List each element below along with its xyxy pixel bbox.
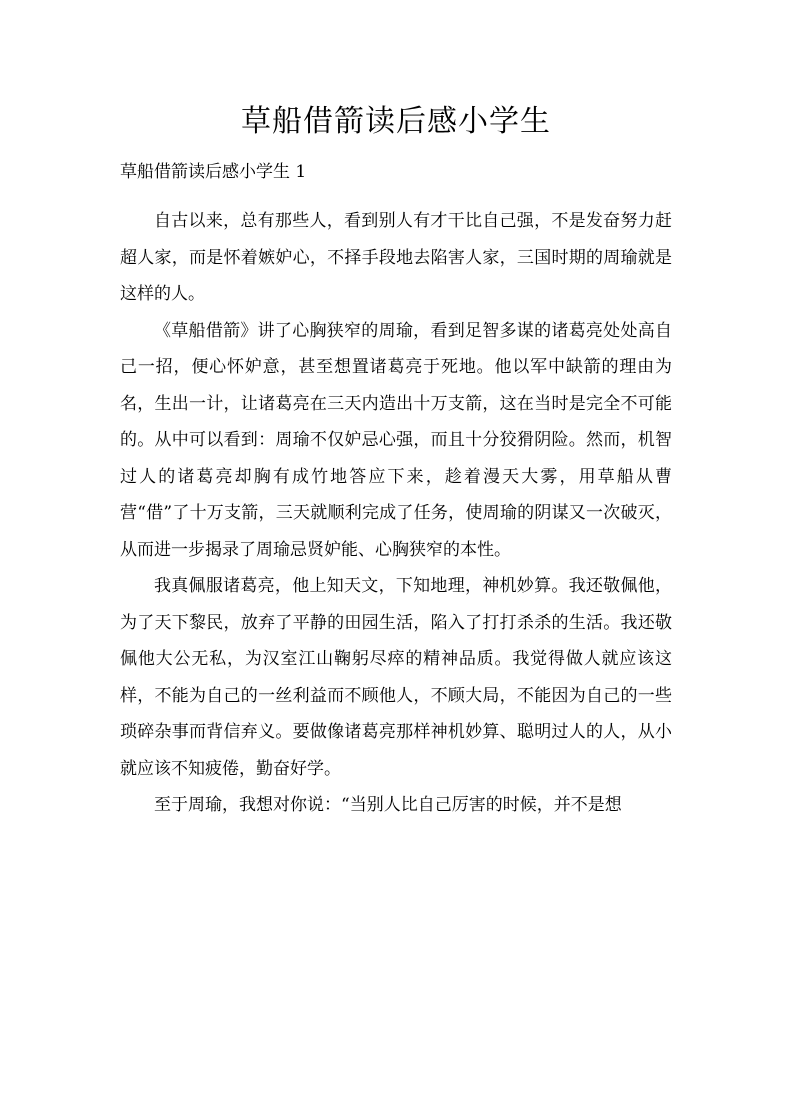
document-title: 草船借箭读后感小学生 — [241, 104, 551, 139]
paragraph-intro: 自古以来，总有那些人，看到别人有才干比自己强，不是发奋努力赶超人家，而是怀着嫉妒心，不择手段地去陷害人家，三国时期的周瑜就是这样的人。 — [120, 211, 672, 304]
paragraph-story: 《草船借箭》讲了心胸狭窄的周瑜，看到足智多谋的诸葛亮处处高自己一招，便心怀妒意，甚至想置诸葛亮于死地。他以军中缺箭的理由为名，生出一计，让诸葛亮在三天内造出十万支箭，这在当时是完全不可能的。从中可以看到：周瑜不仅妒忌心强，而且十分狡猾阴险。然而，机智过人的诸葛亮却胸有成竹地答应下来，趁着漫天大雾，用草船从曹营“借”了十万支箭，三天就顺利完成了任务，使周瑜的阴谋又一次破灭，从而进一步揭录了周瑜忌贤妒能、心胸狭窄的本性。 — [120, 320, 672, 560]
paragraph-zhouyu: 至于周瑜，我想对你说：“当别人比自己厉害的时候，并不是想 — [154, 795, 622, 815]
paragraph-admiration: 我真佩服诸葛亮，他上知天文，下知地理，神机妙算。我还敬佩他，为了天下黎民，放弃了平静的田园生活，陷入了打打杀杀的生活。我还敬佩他大公无私，为汉室江山鞠躬尽瘁的精神品质。我觉得做人就应该这样，不能为自己的一丝利益而不顾他人，不顾大局，不能因为自己的一些琐碎杂事而背信弃义。要做像诸葛亮那样神机妙算、聪明过人的人，从小就应该不知疲倦，勤奋好学。 — [120, 576, 672, 779]
document-body — [120, 203, 672, 824]
document-subtitle: 草船借箭读后感小学生 1 — [120, 162, 307, 182]
